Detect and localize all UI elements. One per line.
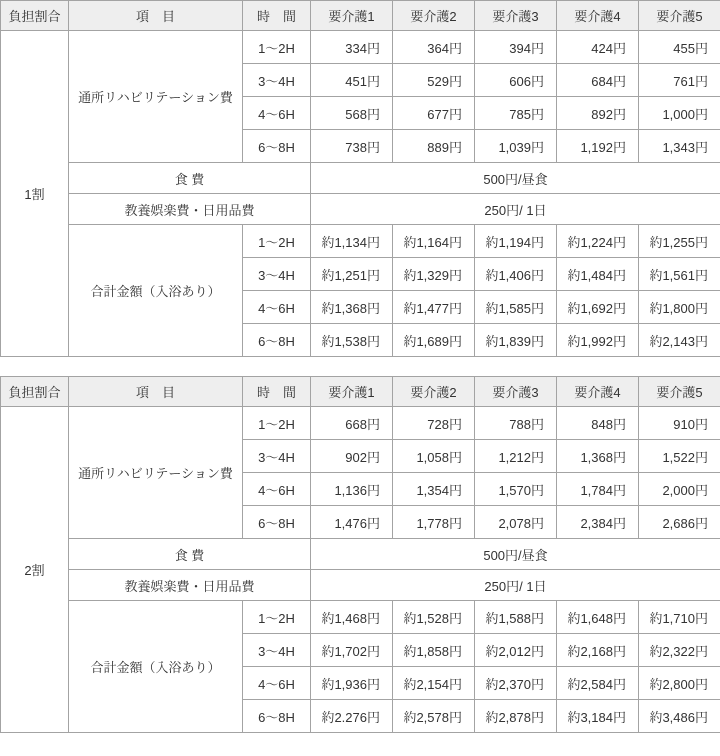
header-item: 項 目: [69, 377, 243, 407]
value-cell: 2,078円: [475, 506, 557, 539]
value-cell: 2,686円: [639, 506, 720, 539]
value-cell: 1,058円: [393, 440, 475, 473]
value-cell: 約1,702円: [311, 634, 393, 667]
time-cell: 3〜4H: [243, 440, 311, 473]
value-cell: 364円: [393, 31, 475, 64]
item-rehab-cell: 通所リハビリテーション費: [69, 31, 243, 163]
item-total-cell: 合計金額（入浴あり）: [69, 225, 243, 357]
header-item: 項 目: [69, 1, 243, 31]
value-cell: 約1,484円: [557, 258, 639, 291]
time-cell: 6〜8H: [243, 700, 311, 733]
value-cell: 約1,692円: [557, 291, 639, 324]
time-cell: 1〜2H: [243, 225, 311, 258]
time-cell: 1〜2H: [243, 407, 311, 440]
value-cell: 394円: [475, 31, 557, 64]
item-recreation-cell: 教養娯楽費・日用品費: [69, 194, 311, 225]
item-recreation-cell: 教養娯楽費・日用品費: [69, 570, 311, 601]
value-cell: 455円: [639, 31, 720, 64]
value-cell: 約2,012円: [475, 634, 557, 667]
value-cell: 1,570円: [475, 473, 557, 506]
value-cell: 約2,370円: [475, 667, 557, 700]
value-cell: 約1,936円: [311, 667, 393, 700]
time-cell: 6〜8H: [243, 130, 311, 163]
header-care-level-3: 要介護3: [475, 1, 557, 31]
value-cell: 約2,878円: [475, 700, 557, 733]
value-cell: 約1,134円: [311, 225, 393, 258]
header-care-level-5: 要介護5: [639, 1, 720, 31]
value-cell: 約2,578円: [393, 700, 475, 733]
value-cell: 902円: [311, 440, 393, 473]
value-cell: 約1,839円: [475, 324, 557, 357]
table-row: [1, 225, 720, 258]
time-cell: 1〜2H: [243, 31, 311, 64]
value-cell: 約1,648円: [557, 601, 639, 634]
time-cell: 3〜4H: [243, 64, 311, 97]
value-cell: 約1,528円: [393, 601, 475, 634]
value-cell: 約1,368円: [311, 291, 393, 324]
time-cell: 6〜8H: [243, 506, 311, 539]
header-time: 時 間: [243, 1, 311, 31]
value-cell: 約2.276円: [311, 700, 393, 733]
meal-value-cell: 500円/昼食: [311, 163, 720, 194]
table-row: [1, 31, 720, 64]
value-cell: 761円: [639, 64, 720, 97]
time-cell: 3〜4H: [243, 634, 311, 667]
cost-table-1-wrap: [0, 0, 720, 357]
value-cell: 約1,710円: [639, 601, 720, 634]
value-cell: 892円: [557, 97, 639, 130]
table-row: [1, 601, 720, 634]
value-cell: 約3,486円: [639, 700, 720, 733]
value-cell: 1,354円: [393, 473, 475, 506]
cost-table-2-wrap: [0, 376, 720, 733]
value-cell: 568円: [311, 97, 393, 130]
value-cell: 約3,184円: [557, 700, 639, 733]
value-cell: 606円: [475, 64, 557, 97]
value-cell: 約2,168円: [557, 634, 639, 667]
value-cell: 334円: [311, 31, 393, 64]
item-total-cell: 合計金額（入浴あり）: [69, 601, 243, 733]
value-cell: 2,384円: [557, 506, 639, 539]
value-cell: 1,039円: [475, 130, 557, 163]
value-cell: 約1,538円: [311, 324, 393, 357]
value-cell: 約1,585円: [475, 291, 557, 324]
value-cell: 約1,224円: [557, 225, 639, 258]
value-cell: 785円: [475, 97, 557, 130]
value-cell: 728円: [393, 407, 475, 440]
meal-value-cell: 500円/昼食: [311, 539, 720, 570]
recreation-value-cell: 250円/ 1日: [311, 570, 720, 601]
header-burden-ratio: 負担割合: [1, 1, 69, 31]
meal-row: [1, 163, 720, 194]
value-cell: 788円: [475, 407, 557, 440]
value-cell: 約1,477円: [393, 291, 475, 324]
value-cell: 1,000円: [639, 97, 720, 130]
value-cell: 2,000円: [639, 473, 720, 506]
item-meal-cell: 食 費: [69, 163, 311, 194]
header-care-level-2: 要介護2: [393, 377, 475, 407]
cost-table-burden-10pct: [0, 0, 720, 357]
header-care-level-5: 要介護5: [639, 377, 720, 407]
value-cell: 1,136円: [311, 473, 393, 506]
value-cell: 約1,858円: [393, 634, 475, 667]
time-cell: 4〜6H: [243, 291, 311, 324]
value-cell: 1,522円: [639, 440, 720, 473]
time-cell: 6〜8H: [243, 324, 311, 357]
value-cell: 677円: [393, 97, 475, 130]
value-cell: 約1,561円: [639, 258, 720, 291]
burden-ratio-cell: 1割: [1, 31, 69, 357]
value-cell: 約2,584円: [557, 667, 639, 700]
value-cell: 424円: [557, 31, 639, 64]
header-row: [1, 1, 720, 31]
recreation-row: [1, 194, 720, 225]
value-cell: 1,192円: [557, 130, 639, 163]
header-care-level-1: 要介護1: [311, 377, 393, 407]
header-care-level-4: 要介護4: [557, 377, 639, 407]
value-cell: 1,784円: [557, 473, 639, 506]
value-cell: 約2,800円: [639, 667, 720, 700]
recreation-value-cell: 250円/ 1日: [311, 194, 720, 225]
value-cell: 668円: [311, 407, 393, 440]
value-cell: 約1,194円: [475, 225, 557, 258]
value-cell: 約1,588円: [475, 601, 557, 634]
item-rehab-cell: 通所リハビリテーション費: [69, 407, 243, 539]
value-cell: 約1,164円: [393, 225, 475, 258]
value-cell: 約1,251円: [311, 258, 393, 291]
item-meal-cell: 食 費: [69, 539, 311, 570]
time-cell: 1〜2H: [243, 601, 311, 634]
cost-table-burden-20pct: [0, 376, 720, 733]
header-care-level-3: 要介護3: [475, 377, 557, 407]
time-cell: 4〜6H: [243, 97, 311, 130]
value-cell: 約1,800円: [639, 291, 720, 324]
value-cell: 1,212円: [475, 440, 557, 473]
value-cell: 約1,255円: [639, 225, 720, 258]
time-cell: 3〜4H: [243, 258, 311, 291]
value-cell: 889円: [393, 130, 475, 163]
value-cell: 684円: [557, 64, 639, 97]
header-care-level-1: 要介護1: [311, 1, 393, 31]
value-cell: 約1,468円: [311, 601, 393, 634]
value-cell: 約1,992円: [557, 324, 639, 357]
value-cell: 約2,154円: [393, 667, 475, 700]
value-cell: 910円: [639, 407, 720, 440]
time-cell: 4〜6H: [243, 473, 311, 506]
recreation-row: [1, 570, 720, 601]
value-cell: 1,368円: [557, 440, 639, 473]
value-cell: 1,778円: [393, 506, 475, 539]
value-cell: 約1,689円: [393, 324, 475, 357]
value-cell: 約1,406円: [475, 258, 557, 291]
value-cell: 1,476円: [311, 506, 393, 539]
header-care-level-2: 要介護2: [393, 1, 475, 31]
value-cell: 約2,143円: [639, 324, 720, 357]
value-cell: 約1,329円: [393, 258, 475, 291]
value-cell: 848円: [557, 407, 639, 440]
header-care-level-4: 要介護4: [557, 1, 639, 31]
header-time: 時 間: [243, 377, 311, 407]
meal-row: [1, 539, 720, 570]
value-cell: 約2,322円: [639, 634, 720, 667]
value-cell: 529円: [393, 64, 475, 97]
table-row: [1, 407, 720, 440]
header-row: [1, 377, 720, 407]
burden-ratio-cell: 2割: [1, 407, 69, 733]
header-burden-ratio: 負担割合: [1, 377, 69, 407]
time-cell: 4〜6H: [243, 667, 311, 700]
value-cell: 1,343円: [639, 130, 720, 163]
value-cell: 451円: [311, 64, 393, 97]
value-cell: 738円: [311, 130, 393, 163]
